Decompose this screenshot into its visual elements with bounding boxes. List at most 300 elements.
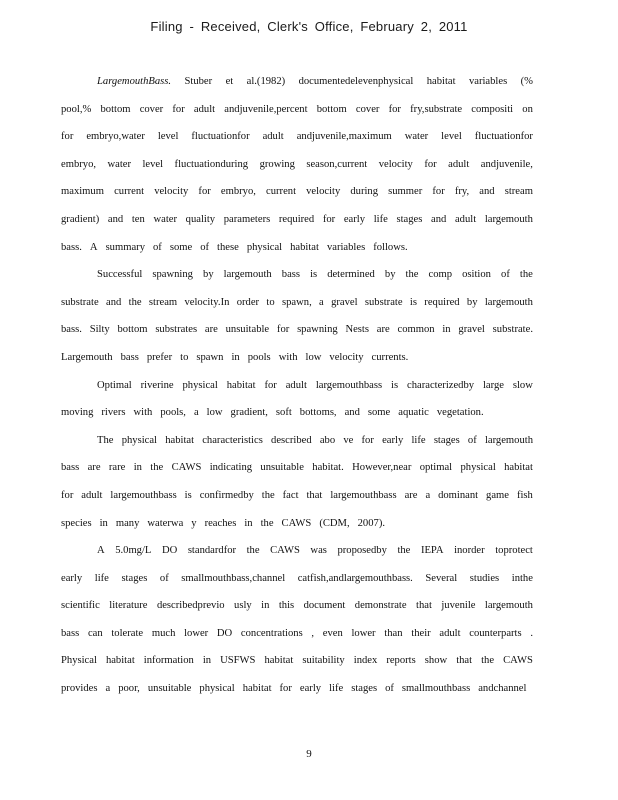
word: gradient): [61, 213, 100, 225]
word: for: [432, 186, 445, 198]
word: physical: [460, 462, 496, 474]
word: bass: [281, 269, 301, 281]
word: largemouth: [223, 269, 272, 281]
word: .: [530, 627, 533, 639]
word: can: [87, 627, 103, 639]
word: bottom: [100, 103, 131, 115]
word: in: [99, 517, 108, 529]
text-line: [61, 482, 533, 510]
word: fry,: [454, 186, 470, 198]
word: osition: [462, 269, 491, 281]
word: velocity: [329, 351, 364, 363]
word: by: [466, 296, 478, 308]
word: largemouthbass: [315, 379, 383, 391]
word: substrate.: [492, 324, 533, 336]
word: unsuitable: [225, 324, 270, 336]
word: to: [180, 351, 189, 363]
word: embryo,water: [86, 131, 145, 143]
word: DO: [216, 627, 233, 639]
word: largemouth: [484, 434, 533, 446]
word: characteristics: [202, 434, 263, 446]
word: bass.: [61, 324, 82, 336]
word: DO: [161, 545, 178, 557]
word: bottom: [117, 324, 148, 336]
word: summary: [105, 241, 145, 253]
text-line: [61, 592, 533, 620]
word: in: [244, 517, 253, 529]
word: suitability: [302, 655, 345, 667]
word: Largemouth: [61, 351, 113, 363]
word: embryo,: [61, 158, 97, 170]
word: stages: [433, 434, 460, 446]
word: some: [367, 407, 391, 419]
word: follows.: [373, 241, 408, 253]
word: dominant: [438, 489, 479, 501]
page-number: 9: [306, 748, 312, 760]
word: in: [133, 462, 142, 474]
word: determined: [327, 269, 375, 281]
word: early: [61, 572, 83, 584]
word: andjuvenile,percent: [224, 103, 308, 115]
word: catfish,andlargemouthbass.: [297, 572, 413, 584]
word: et: [225, 76, 234, 87]
word: aquatic: [398, 407, 429, 419]
word: largemouth: [484, 296, 533, 308]
word: current: [266, 186, 297, 198]
word: andjuvenile,maximum: [296, 131, 392, 143]
word: currents.: [371, 351, 409, 363]
word: adult: [454, 213, 477, 225]
word: velocity: [378, 158, 413, 170]
word: abo: [319, 434, 336, 446]
word: physical: [182, 379, 218, 391]
word: largemouthbass: [330, 489, 397, 501]
word: water: [107, 158, 132, 170]
word: a: [105, 683, 111, 695]
word: substrate: [364, 296, 403, 308]
word: that: [456, 655, 473, 667]
word: the: [481, 655, 495, 667]
word: adult: [81, 489, 103, 501]
word: low: [305, 351, 322, 363]
word: rivers: [101, 407, 126, 419]
word: with: [133, 407, 153, 419]
text-line: [61, 399, 533, 427]
word: indicating: [209, 462, 253, 474]
word: Physical: [61, 655, 97, 667]
word: adult: [439, 627, 461, 639]
word: However,near: [352, 462, 412, 474]
text-line: [61, 206, 533, 234]
word: studies: [469, 572, 500, 584]
word: optimal: [419, 462, 453, 474]
word: growing: [259, 158, 295, 170]
word: described: [271, 434, 312, 446]
word: life: [94, 572, 109, 584]
word: is: [391, 379, 399, 391]
word: this: [278, 600, 295, 612]
word: cover: [139, 103, 164, 115]
word: for: [61, 489, 74, 501]
word: cover: [355, 103, 380, 115]
word: and: [431, 213, 447, 225]
word: a: [425, 489, 431, 501]
word: required: [424, 296, 460, 308]
word: slow: [512, 379, 533, 391]
word: is: [184, 489, 192, 501]
word: habitat: [504, 462, 533, 474]
species-heading: LargemouthBass.: [97, 76, 172, 87]
word: provides: [61, 683, 98, 695]
text-line: [61, 261, 533, 289]
word: maximum: [61, 186, 104, 198]
word: for: [361, 434, 374, 446]
word: the: [128, 296, 142, 308]
word: reaches: [204, 517, 237, 529]
word: bass: [61, 627, 80, 639]
text-line: [61, 151, 533, 179]
word: the: [397, 545, 411, 557]
word: stages: [396, 213, 423, 225]
word: pool,%: [61, 103, 92, 115]
word: for: [279, 683, 292, 695]
word: The: [97, 434, 114, 446]
word: quality: [185, 213, 216, 225]
word: life: [411, 434, 426, 446]
text-line: [61, 68, 533, 96]
word: for: [198, 186, 211, 198]
word: season,current: [306, 158, 368, 170]
word: for: [61, 131, 74, 143]
word: level: [441, 131, 462, 143]
word: common: [397, 324, 435, 336]
word: to: [266, 296, 275, 308]
word: largemouth: [484, 600, 533, 612]
word: that: [416, 600, 432, 612]
word: of: [153, 241, 162, 253]
word: summer: [388, 186, 423, 198]
word: juvenile: [441, 600, 476, 612]
word: for: [264, 379, 277, 391]
word: ten: [131, 213, 145, 225]
word: IEPA: [420, 545, 444, 557]
word: fish: [516, 489, 533, 501]
word: in: [202, 655, 212, 667]
word: smallmouthbass: [401, 683, 471, 695]
word: 2007).: [357, 517, 385, 529]
word: and: [106, 296, 122, 308]
word: water: [153, 213, 177, 225]
word: level: [142, 158, 164, 170]
word: 5.0mg/L: [115, 545, 152, 557]
word: and: [344, 407, 360, 419]
word: ,: [311, 627, 315, 639]
word: much: [151, 627, 176, 639]
word: CAWS: [171, 462, 202, 474]
word: Several: [425, 572, 458, 584]
word: velocity: [306, 186, 341, 198]
word: that: [306, 489, 323, 501]
word: substrate: [61, 296, 99, 308]
text-line: [61, 123, 533, 151]
word: is: [310, 269, 318, 281]
word: unsuitable: [260, 462, 304, 474]
word: physical: [246, 241, 283, 253]
word: fluctuationduring: [174, 158, 249, 170]
word: proposedby: [337, 545, 387, 557]
word: demonstrate: [354, 600, 407, 612]
word: inorder: [454, 545, 485, 557]
word: substrates: [155, 324, 198, 336]
word: current: [114, 186, 145, 198]
word: in: [231, 351, 240, 363]
word: stream: [148, 296, 178, 308]
word: habitat: [105, 655, 135, 667]
word: physical: [121, 434, 157, 446]
word: largemouthbass: [110, 489, 177, 501]
word: for: [424, 158, 437, 170]
word: are: [87, 462, 101, 474]
word: in: [442, 324, 451, 336]
word: in: [261, 600, 270, 612]
word: usly: [234, 600, 252, 612]
word: game: [486, 489, 509, 501]
word: even: [322, 627, 343, 639]
word: USFWS: [220, 655, 256, 667]
word: bottom: [316, 103, 347, 115]
text-line: [61, 537, 533, 565]
text-line: [61, 372, 533, 400]
word: velocity: [154, 186, 189, 198]
word: lower: [184, 627, 209, 639]
word: smallmouthbass,channel: [181, 572, 286, 584]
word: poor,: [118, 683, 140, 695]
word: and: [107, 213, 124, 225]
word: pools: [247, 351, 271, 363]
word: for: [276, 324, 290, 336]
word: embryo,: [220, 186, 256, 198]
word: life: [329, 683, 344, 695]
word: Optimal: [97, 379, 132, 391]
word: stages: [121, 572, 148, 584]
word: fluctuationfor: [191, 131, 250, 143]
word: andchannel: [478, 683, 527, 695]
word: al.(1982): [246, 76, 286, 87]
word: some: [169, 241, 193, 253]
word: adult: [448, 158, 470, 170]
text-line: [61, 178, 533, 206]
word: lower: [351, 627, 376, 639]
word: describedprevio: [156, 600, 225, 612]
word: Silty: [89, 324, 110, 336]
word: on: [522, 103, 533, 115]
word: of: [159, 572, 169, 584]
word: variables: [326, 241, 366, 253]
word: early: [299, 683, 322, 695]
word: of: [385, 683, 394, 695]
text-line: [61, 289, 533, 317]
word: physical: [199, 683, 235, 695]
word: habitat: [242, 683, 272, 695]
text-line: [61, 620, 533, 648]
word: habitat: [226, 379, 256, 391]
word: scientific: [61, 600, 100, 612]
word: show: [424, 655, 448, 667]
word: the: [150, 462, 164, 474]
word: counterparts: [469, 627, 522, 639]
word: concentrations: [240, 627, 303, 639]
word: than: [384, 627, 403, 639]
word: fluctuationfor: [474, 131, 533, 143]
word: (%: [520, 76, 533, 87]
word: adult: [193, 103, 216, 115]
word: variables: [468, 76, 508, 87]
word: documentedelevenphysical: [298, 76, 414, 87]
word: of: [200, 241, 210, 253]
word: index: [353, 655, 378, 667]
word: large: [482, 379, 504, 391]
word: unsuitable: [147, 683, 192, 695]
word: velocity.In: [184, 296, 230, 308]
word: and: [479, 186, 495, 198]
word: for: [388, 103, 401, 115]
word: their: [411, 627, 431, 639]
word: bass: [120, 351, 139, 363]
word: habitat: [165, 434, 195, 446]
text-line: [61, 510, 533, 538]
document-body: [61, 68, 533, 703]
word: CAWS: [503, 655, 533, 667]
word: spawning: [152, 269, 193, 281]
word: CAWS: [270, 545, 300, 557]
word: soft: [275, 407, 292, 419]
word: A: [97, 545, 105, 557]
text-line: [61, 316, 533, 344]
word: riverine: [140, 379, 174, 391]
text-line: [61, 675, 533, 703]
word: gravel: [331, 296, 358, 308]
word: a: [319, 296, 324, 308]
word: stream: [504, 186, 533, 198]
word: characterizedby: [407, 379, 475, 391]
word: required: [278, 213, 315, 225]
word: for: [322, 213, 336, 225]
word: moving: [61, 407, 94, 419]
word: habitat: [290, 241, 319, 253]
word: the: [261, 489, 275, 501]
word: was: [310, 545, 327, 557]
word: many: [115, 517, 140, 529]
word: these: [217, 241, 239, 253]
word: spawn: [196, 351, 224, 363]
word: habitat.: [312, 462, 344, 474]
text-line: [61, 454, 533, 482]
word: parameters: [223, 213, 271, 225]
word: the: [246, 545, 260, 557]
word: toprotect: [495, 545, 533, 557]
word: of: [501, 269, 510, 281]
word: compositi: [471, 103, 514, 115]
word: spawning: [297, 324, 338, 336]
word: rare: [108, 462, 126, 474]
word: during: [350, 186, 379, 198]
text-line: [61, 344, 533, 372]
text-line: [61, 647, 533, 675]
word: document: [303, 600, 346, 612]
word: waterwa: [147, 517, 184, 529]
word: level: [157, 131, 179, 143]
word: water: [404, 131, 429, 143]
word: Stuber: [184, 76, 213, 87]
word: are: [404, 489, 418, 501]
word: confirmedby: [199, 489, 254, 501]
word: a: [193, 407, 199, 419]
word: bass: [61, 462, 80, 474]
word: fact: [282, 489, 299, 501]
word: inthe: [511, 572, 533, 584]
word: order: [236, 296, 260, 308]
word: gradient,: [230, 407, 268, 419]
word: tolerate: [111, 627, 144, 639]
word: with: [278, 351, 298, 363]
word: reports: [386, 655, 416, 667]
word: literature: [109, 600, 148, 612]
word: bottoms,: [299, 407, 337, 419]
word: by: [203, 269, 214, 281]
word: is: [409, 296, 417, 308]
word: y: [191, 517, 197, 529]
word: prefer: [146, 351, 173, 363]
word: species: [61, 517, 92, 529]
word: the: [260, 517, 274, 529]
word: comp: [428, 269, 453, 281]
word: stages: [351, 683, 378, 695]
text-line: [61, 234, 533, 262]
word: of: [467, 434, 477, 446]
word: (CDM,: [319, 517, 350, 529]
word: standardfor: [187, 545, 237, 557]
word: early: [382, 434, 404, 446]
word: spawn,: [282, 296, 312, 308]
word: adult: [262, 131, 284, 143]
text-line: [61, 96, 533, 124]
word: the: [519, 269, 533, 281]
word: Nests: [345, 324, 369, 336]
word: adult: [285, 379, 307, 391]
word: early: [343, 213, 366, 225]
word: low: [206, 407, 223, 419]
word: for: [172, 103, 185, 115]
word: the: [405, 269, 419, 281]
word: by: [384, 269, 396, 281]
word: ve: [343, 434, 354, 446]
word: information: [143, 655, 194, 667]
word: vegetation.: [436, 407, 484, 419]
word: CAWS: [281, 517, 312, 529]
word: gravel: [458, 324, 485, 336]
text-line: [61, 565, 533, 593]
word: largemouth: [484, 213, 533, 225]
text-line: [61, 427, 533, 455]
word: andjuvenile,: [480, 158, 533, 170]
filing-header: Filing - Received, Clerk's Office, February 2, 2011: [150, 19, 468, 34]
word: habitat: [264, 655, 294, 667]
word: pools,: [160, 407, 186, 419]
word: bass.: [61, 241, 82, 253]
word: life: [373, 213, 388, 225]
word: A: [89, 241, 98, 253]
word: fry,substrate: [410, 103, 463, 115]
